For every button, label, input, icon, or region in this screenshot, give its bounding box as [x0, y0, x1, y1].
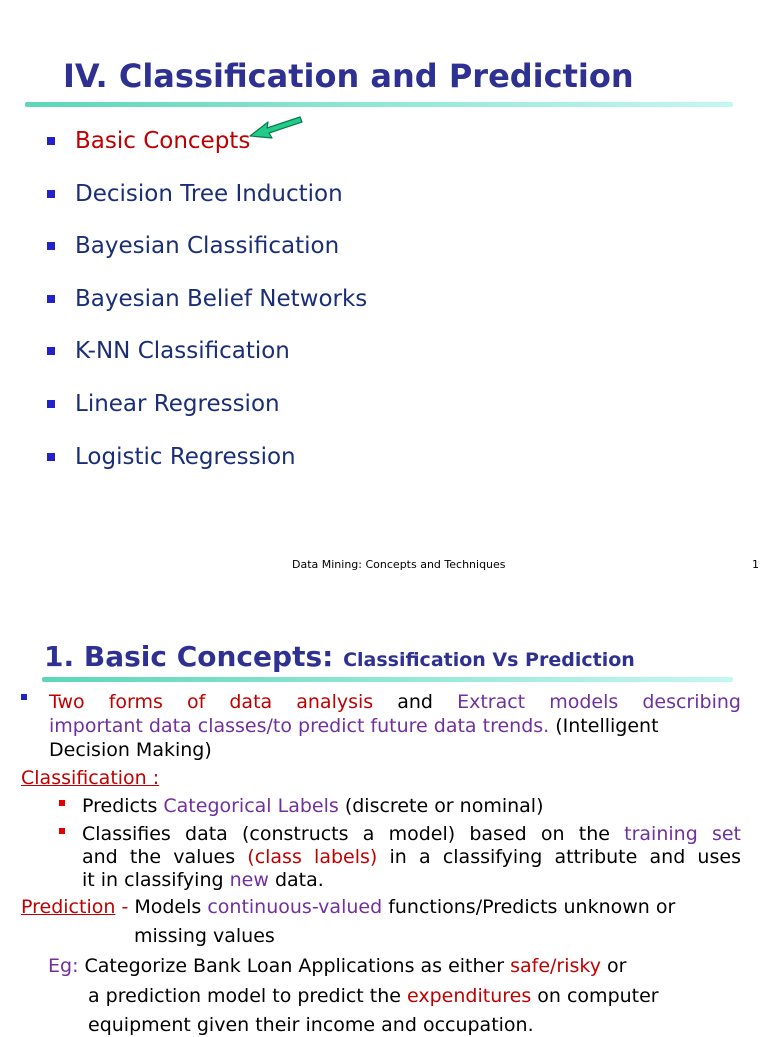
title-underline: [25, 102, 733, 107]
text: or: [607, 955, 627, 977]
new-word: new: [229, 869, 269, 891]
page-number: 1: [752, 558, 759, 571]
intro-line-3: Decision Making): [49, 739, 212, 761]
text: on computer: [537, 985, 659, 1007]
bullet-icon: [47, 137, 55, 145]
example-line-2: [88, 984, 659, 1008]
text: Predicts: [82, 795, 158, 817]
item-label: Bayesian Belief Networks: [75, 286, 368, 312]
title-sub: Classification Vs Prediction: [343, 649, 635, 671]
continuous-valued: continuous-valued: [207, 896, 383, 918]
item-label: Decision Tree Induction: [75, 181, 343, 207]
safe-risky: safe/risky: [510, 955, 601, 977]
classification-bullet-2-line-2: [82, 845, 741, 869]
bullet-icon: [21, 694, 27, 700]
intro-classes: important data classes/to predict future data trends.: [49, 715, 550, 737]
item-label: Bayesian Classification: [75, 233, 340, 259]
slide-title: IV. Classification and Prediction: [63, 57, 634, 95]
title-underline: [42, 677, 733, 682]
item-label: K-NN Classification: [75, 338, 290, 364]
slide-title: [44, 640, 635, 673]
list-item: [0, 178, 600, 218]
text: it in classifying: [82, 869, 224, 891]
classification-heading: Classification :: [21, 767, 160, 789]
prediction-line-2: missing values: [134, 925, 275, 947]
list-item: [0, 388, 600, 428]
intro-line-2: [49, 714, 749, 738]
text: a prediction model to predict the: [88, 985, 401, 1007]
expenditures: expenditures: [407, 985, 532, 1007]
classification-bullet-1: [82, 794, 544, 818]
intro-and: and: [397, 691, 433, 713]
bullet-icon: [59, 828, 65, 834]
text: Classifies data (constructs a model) based on the: [82, 823, 610, 845]
bullet-icon: [47, 400, 55, 408]
list-item: [0, 441, 600, 481]
text: in a classifying attribute and uses: [389, 846, 741, 868]
intro-intelligent: (Intelligent: [555, 715, 659, 737]
text: functions/Predicts unknown or: [388, 896, 676, 918]
example-line-1: [48, 954, 626, 978]
prediction-line-1: [21, 895, 675, 919]
item-label: Logistic Regression: [75, 444, 296, 470]
example-label: Eg:: [48, 955, 79, 977]
list-item: [0, 335, 600, 375]
pointer-arrow-icon: [248, 114, 306, 140]
slide-2: [0, 610, 768, 1036]
bullet-icon: [47, 295, 55, 303]
item-label: Basic Concepts: [75, 128, 251, 154]
bullet-icon: [59, 800, 65, 806]
text: (discrete or nominal): [344, 795, 544, 817]
categorical-labels: Categorical Labels: [163, 795, 339, 817]
bullet-icon: [47, 453, 55, 461]
text: Categorize Bank Loan Applications as either: [84, 955, 505, 977]
training-set: training set: [624, 823, 741, 845]
title-main: 1. Basic Concepts:: [44, 640, 334, 673]
prediction-heading: Prediction: [21, 896, 116, 918]
class-labels: (class labels): [247, 846, 378, 868]
example-line-3: equipment given their income and occupation.: [88, 1014, 534, 1036]
classification-bullet-2-line-1: [82, 822, 741, 846]
bullet-icon: [47, 242, 55, 250]
bullet-icon: [47, 190, 55, 198]
classification-bullet-2-line-3: [82, 868, 324, 892]
dash: -: [121, 896, 129, 918]
footer-text: Data Mining: Concepts and Techniques: [292, 558, 506, 571]
list-item: [0, 283, 600, 323]
item-label: Linear Regression: [75, 391, 280, 417]
bullet-icon: [47, 347, 55, 355]
intro-extract: Extract models describing: [457, 691, 741, 713]
text: Models: [134, 896, 202, 918]
intro-line-1: [49, 690, 741, 714]
intro-forms: Two forms of data analysis: [49, 691, 374, 713]
text: and the values: [82, 846, 236, 868]
list-item: [0, 230, 600, 270]
text: data.: [274, 869, 324, 891]
